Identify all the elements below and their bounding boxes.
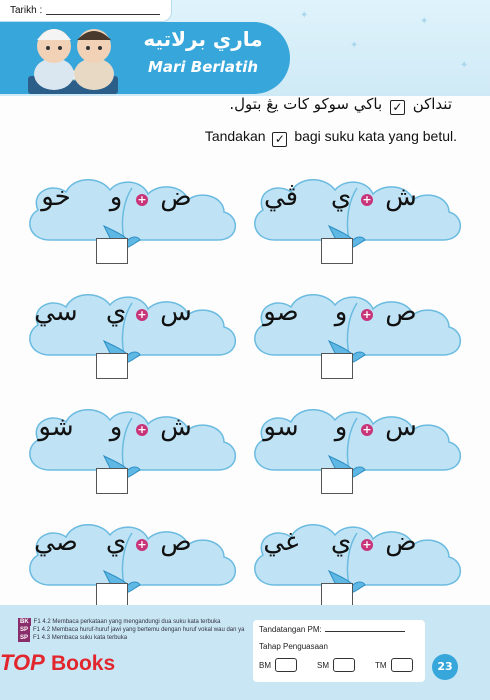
answer-checkbox[interactable]: [321, 353, 353, 379]
skill-item: SP F1 4.3 Membaca suku kata terbuka: [20, 635, 128, 641]
exercise-item: [20, 400, 245, 500]
exercise-item: [245, 285, 470, 385]
mastery-label: Tahap Penguasaan: [259, 642, 328, 651]
star-decoration: ✦: [300, 10, 309, 21]
exercise-item: [245, 170, 470, 270]
assessment-box: [253, 620, 425, 682]
letter-second: ي: [105, 297, 127, 327]
answer-checkbox[interactable]: [96, 353, 128, 379]
level-label: SM: [317, 660, 329, 670]
syllable-result: صي: [34, 527, 78, 557]
plus-icon: +: [362, 423, 372, 436]
level-bm: [259, 658, 297, 672]
title-rumi: Mari Berlatih: [147, 58, 259, 76]
letter-first: ش: [385, 182, 417, 212]
syllable-result: سي: [34, 297, 78, 327]
exercise-item: [20, 170, 245, 270]
instruction-jawi-start: تنداكن: [412, 95, 452, 113]
signature-label: Tandatangan PM:: [259, 625, 322, 634]
exercise-item: [245, 400, 470, 500]
letter-first: ص: [385, 297, 417, 327]
title-jawi: ماري برلاتيه: [143, 27, 263, 51]
plus-icon: +: [362, 308, 372, 321]
letter-first: ش: [160, 412, 192, 442]
children-reading-illustration: [18, 14, 128, 100]
answer-checkbox[interactable]: [321, 468, 353, 494]
level-sm: [317, 658, 355, 672]
plus-icon: +: [137, 423, 147, 436]
letter-second: و: [334, 297, 348, 327]
star-decoration: ✦: [460, 60, 469, 71]
letter-first: ض: [160, 182, 192, 212]
answer-checkbox[interactable]: [96, 238, 128, 264]
letter-second: و: [109, 182, 123, 212]
syllable-result: ڤي: [263, 182, 299, 212]
letter-second: ي: [330, 182, 352, 212]
exercise-item: [20, 515, 245, 615]
level-checkbox[interactable]: [391, 658, 413, 672]
letter-first: س: [160, 297, 192, 327]
letter-first: س: [385, 412, 417, 442]
tick-icon: ✓: [272, 132, 287, 147]
level-checkbox[interactable]: [275, 658, 297, 672]
skill-item: SP F1 4.2 Membaca huruf-huruf jawi yang bertemu dengan huruf vokal wau dan ya: [20, 627, 245, 633]
letter-second: ي: [105, 527, 127, 557]
plus-icon: +: [362, 193, 372, 206]
logo-top: TOP: [0, 650, 45, 675]
syllable-result: صو: [263, 297, 299, 327]
plus-icon: +: [362, 538, 372, 551]
level-label: BM: [259, 660, 271, 670]
exercise-item: [245, 515, 470, 615]
plus-icon: +: [137, 193, 147, 206]
letter-second: و: [334, 412, 348, 442]
letter-first: ص: [160, 527, 192, 557]
instruction-jawi-end: باکي سوکو کات يڠ بتول.: [229, 95, 383, 113]
topbooks-logo: [0, 650, 115, 676]
exercise-item: [20, 285, 245, 385]
signature-field[interactable]: [325, 631, 405, 632]
answer-checkbox[interactable]: [321, 238, 353, 264]
instruction-rumi-start: Tandakan: [204, 128, 266, 144]
level-tm: [375, 658, 413, 672]
instruction-jawi: [229, 95, 452, 115]
page-number: 23: [432, 654, 458, 680]
skills-list: [18, 618, 248, 642]
syllable-result: شو: [38, 412, 74, 442]
tick-icon: ✓: [390, 100, 405, 115]
instruction-rumi: [205, 128, 457, 147]
plus-icon: +: [137, 538, 147, 551]
level-label: TM: [375, 660, 387, 670]
plus-icon: +: [137, 308, 147, 321]
signature-row: [259, 625, 405, 634]
level-checkbox[interactable]: [333, 658, 355, 672]
syllable-result: خو: [41, 182, 71, 212]
letter-second: و: [109, 412, 123, 442]
star-decoration: ✦: [420, 16, 429, 27]
date-label: Tarikh :: [10, 5, 43, 16]
letter-first: ض: [385, 527, 417, 557]
syllable-result: غي: [263, 527, 299, 557]
logo-books: Books: [50, 652, 116, 675]
skill-item: BK F1 4.2 Membaca perkataan yang mengandungi dua suku kata terbuka: [20, 619, 221, 625]
answer-checkbox[interactable]: [96, 468, 128, 494]
letter-second: ي: [330, 527, 352, 557]
star-decoration: ✦: [350, 40, 359, 51]
instruction-rumi-end: bagi suku kata yang betul.: [294, 128, 457, 144]
syllable-result: سو: [263, 412, 299, 442]
